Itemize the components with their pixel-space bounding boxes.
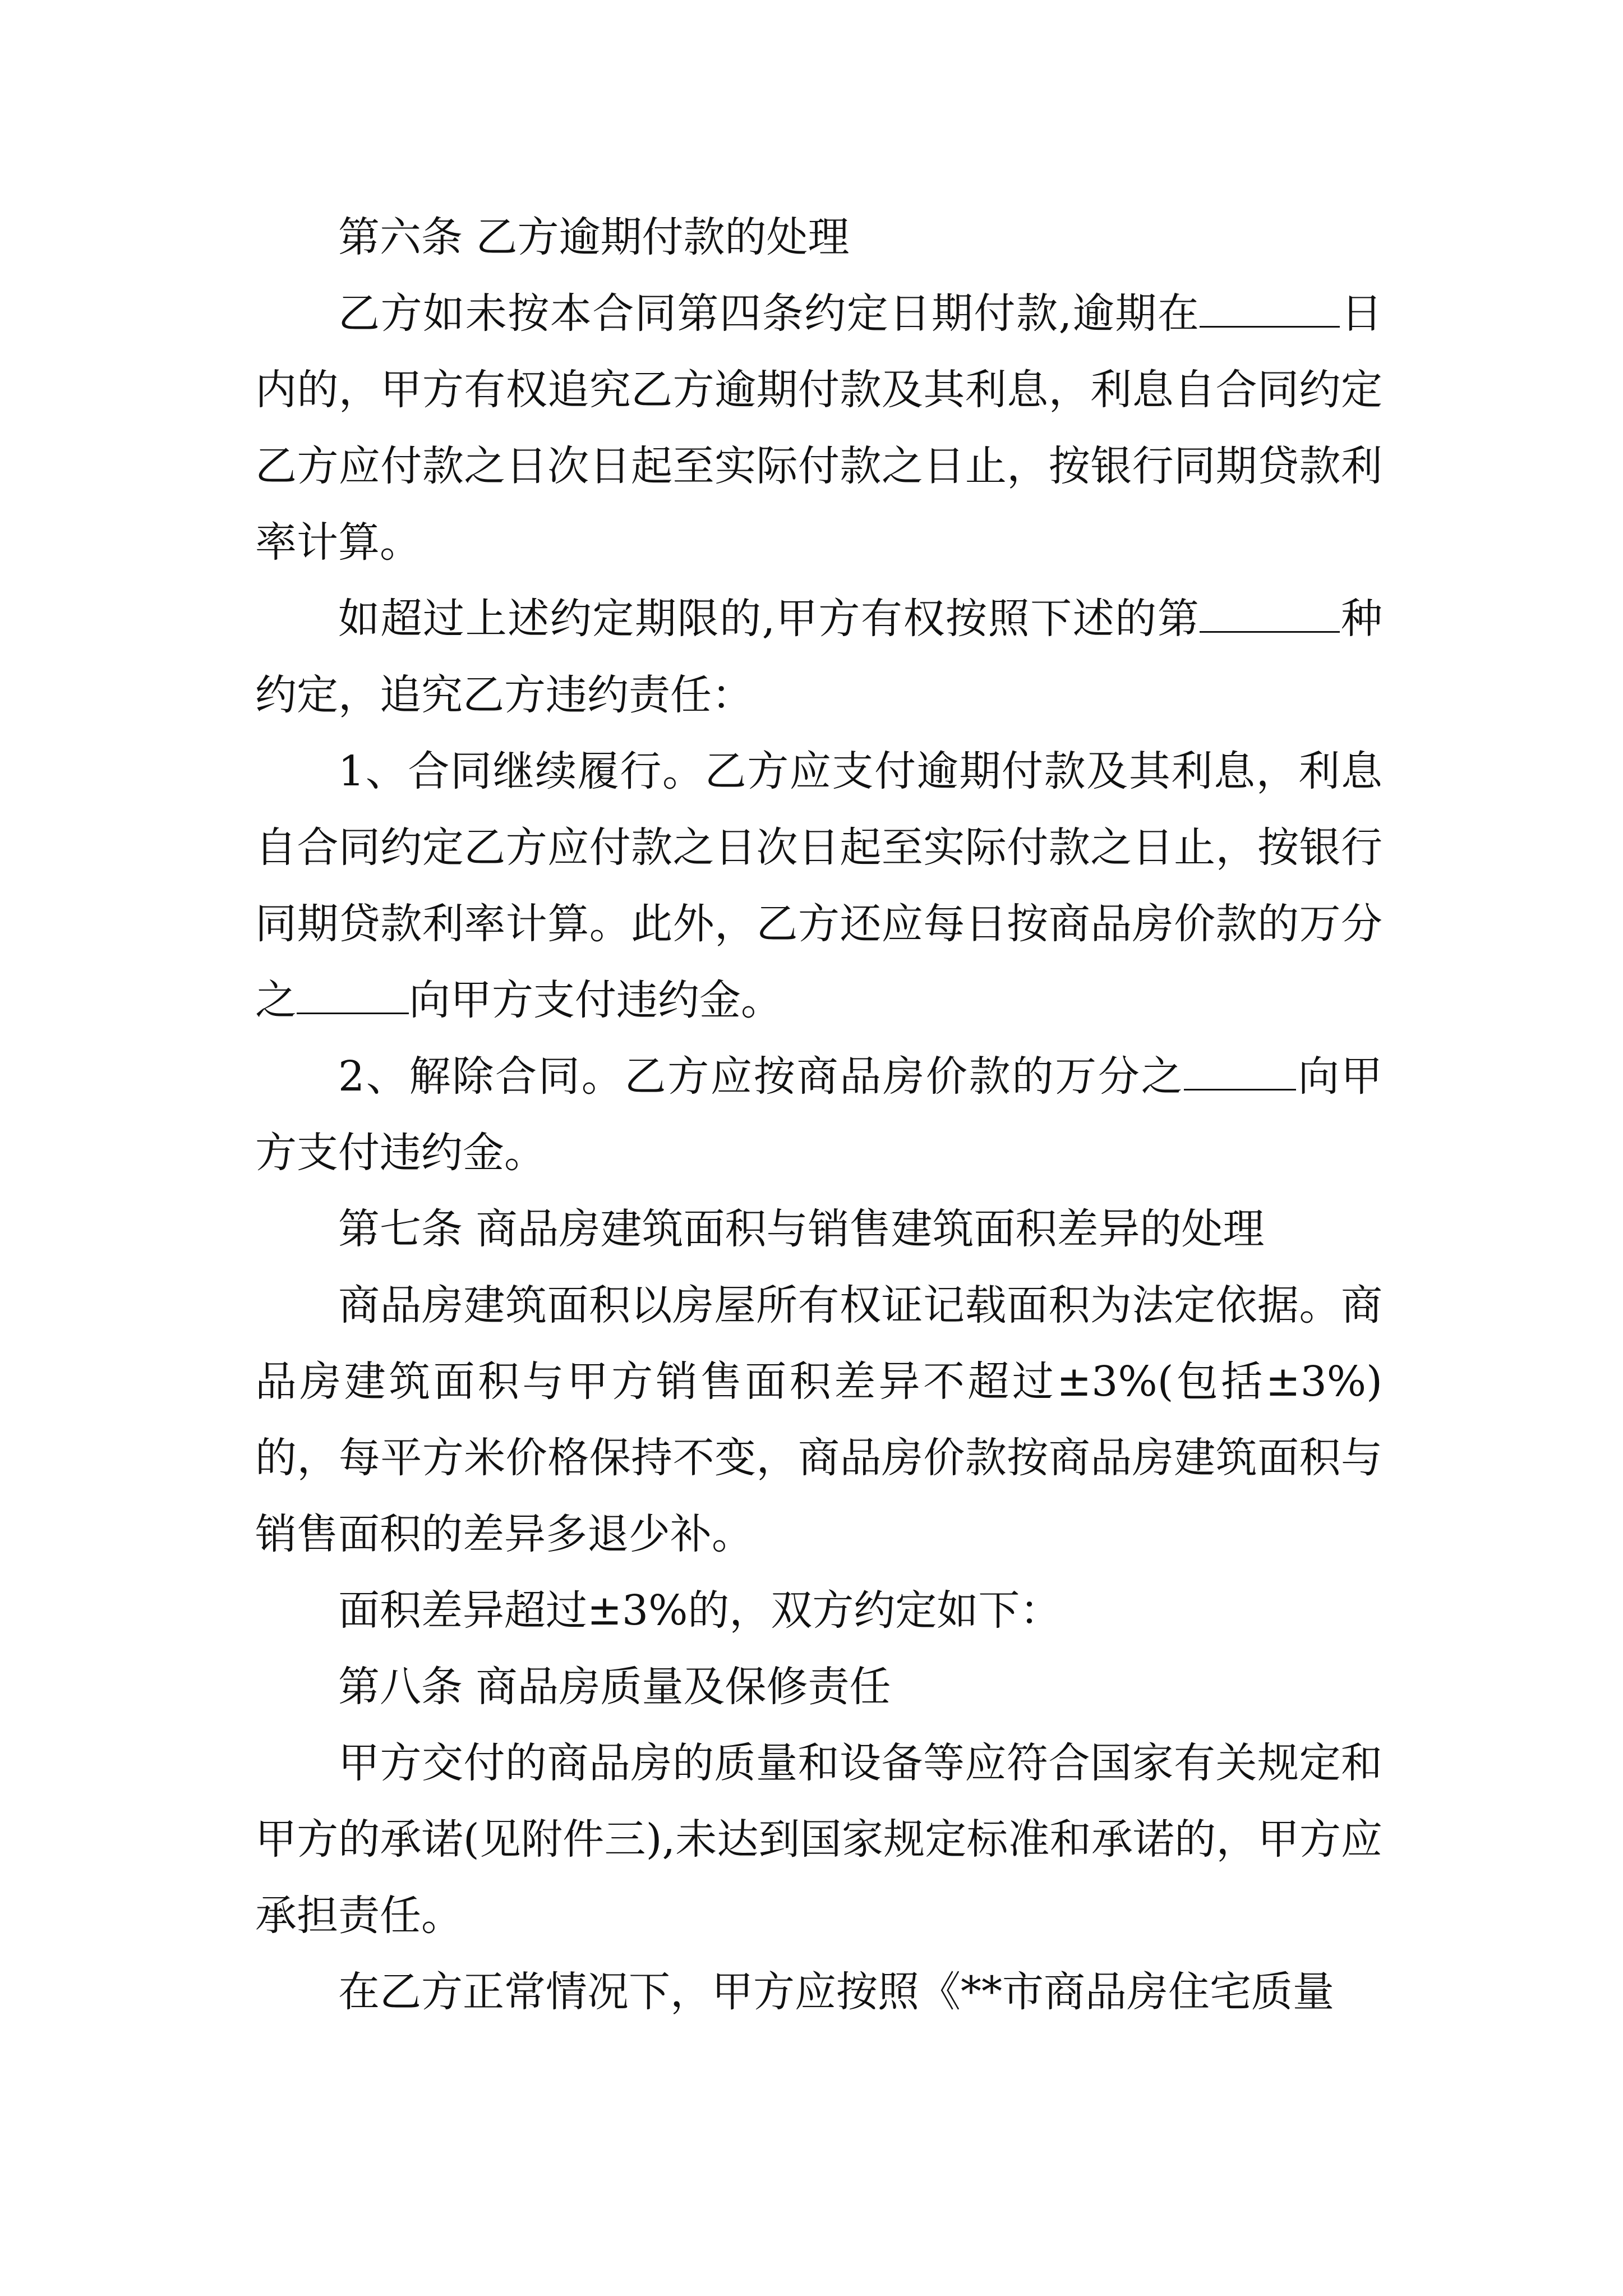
article-6-option-2-text-b: 向甲方支付违约金。 (255, 1052, 1382, 1177)
option-number-blank (1200, 590, 1340, 633)
article-7-paragraph-1: 商品房建筑面积以房屋所有权证记载面积为法定依据。商品房建筑面积与甲方销售面积差异不超过±3%(包括±3%)的，每平方米价格保持不变，商品房价款按商品房建筑面积与销售面积的差异多退少补。 (255, 1281, 1382, 1558)
article-7-paragraph-2: 面积差异超过±3%的，双方约定如下： (338, 1586, 1062, 1635)
article-6-paragraph-1-text-b: 日内的，甲方有权追究乙方逾期付款及其利息，利息自合同约定乙方应付款之日次日起至实际付款之日止，按银行同期贷款利率计算。 (255, 289, 1382, 567)
penalty-rate-blank-1 (297, 971, 409, 1014)
article-6-paragraph-1-text-a: 乙方如未按本合同第四条约定日期付款,逾期在 (338, 289, 1200, 338)
article-6-option-1 (255, 733, 1382, 1038)
article-6-paragraph-2 (255, 581, 1382, 733)
article-6-paragraph-1 (255, 275, 1382, 581)
article-7-heading: 第七条 商品房建筑面积与销售建筑面积差异的处理 (338, 1205, 1265, 1253)
article-6-option-1-text-b: 向甲方支付违约金。 (409, 976, 782, 1024)
article-6-option-1-text-a: 1、合同继续履行。乙方应支付逾期付款及其利息，利息自合同约定乙方应付款之日次日起至实际付款之日止，按银行同期贷款利率计算。此外，乙方还应每日按商品房价款的万分之 (255, 747, 1382, 1024)
article-6-paragraph-2-text-b: 种约定，追究乙方违约责任： (255, 595, 1382, 719)
article-8-paragraph-1: 甲方交付的商品房的质量和设备等应符合国家有关规定和甲方的承诺(见附件三),未达到国家规定标准和承诺的，甲方应承担责任。 (255, 1739, 1382, 1940)
article-6-paragraph-2-text-a: 如超过上述约定期限的,甲方有权按照下述的第 (338, 595, 1200, 643)
article-8-paragraph-2: 在乙方正常情况下，甲方应按照《**市商品房住宅质量 (338, 1968, 1334, 2016)
article-8-heading: 第八条 商品房质量及保修责任 (338, 1663, 891, 1711)
article-6-heading: 第六条 乙方逾期付款的处理 (338, 213, 850, 261)
article-6-option-2 (255, 1038, 1382, 1191)
article-6-option-2-text-a: 2、解除合同。乙方应按商品房价款的万分之 (338, 1052, 1184, 1101)
penalty-rate-blank-2 (1184, 1047, 1296, 1091)
document-body (255, 199, 1382, 2030)
days-blank (1200, 284, 1340, 328)
